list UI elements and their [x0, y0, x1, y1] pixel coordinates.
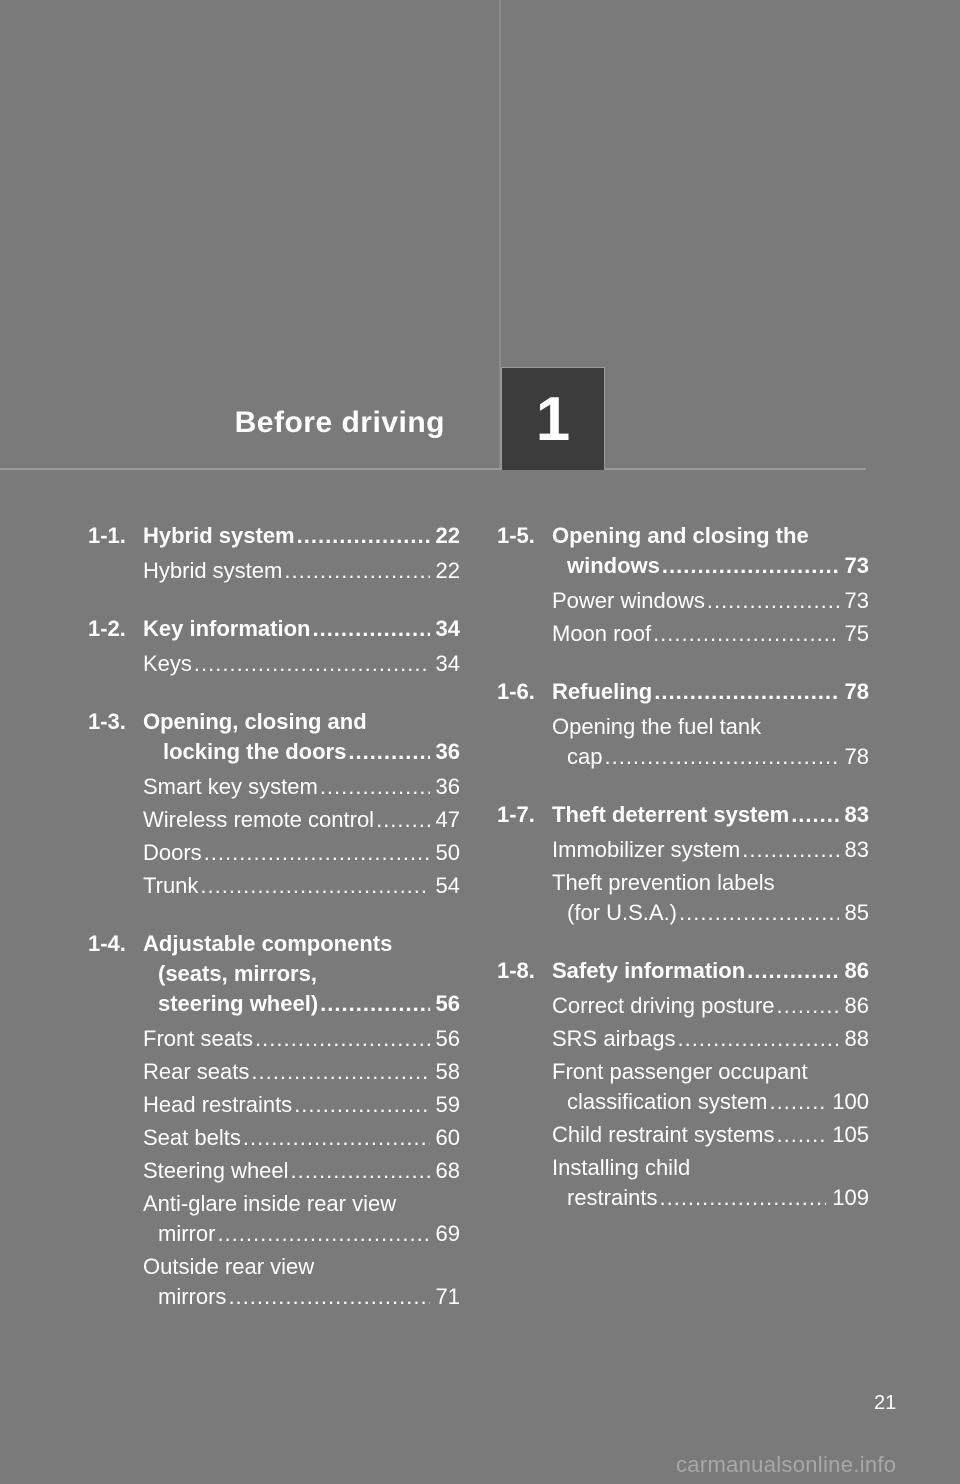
toc-item-title: Correct driving posture [552, 993, 775, 1018]
leader-dots [654, 677, 838, 707]
toc-item-line [497, 742, 869, 772]
toc-section [88, 929, 460, 1312]
toc-item[interactable] [497, 1120, 869, 1150]
toc-page-ref: 75 [844, 621, 869, 646]
toc-page-ref: 22 [435, 558, 460, 583]
toc-item-title: Front passenger occupant [552, 1059, 808, 1084]
leader-dots [251, 1057, 429, 1087]
leader-dots [653, 619, 838, 649]
toc-item[interactable] [497, 619, 869, 649]
toc-section-line [88, 959, 460, 989]
leader-dots [200, 871, 429, 901]
toc-section-number: 1-2. [88, 616, 126, 641]
toc-section-line [88, 989, 460, 1019]
toc-page-ref: 100 [832, 1089, 869, 1114]
toc-section-title: Opening, closing and [143, 709, 367, 734]
toc-page-ref: 69 [435, 1221, 460, 1246]
leader-dots [791, 800, 838, 830]
toc-item[interactable] [497, 586, 869, 616]
toc-page-ref: 105 [832, 1122, 869, 1147]
toc-item[interactable] [497, 868, 869, 928]
toc-section-line [88, 614, 460, 644]
toc-section-line [88, 929, 460, 959]
toc-item-title: Outside rear view [143, 1254, 315, 1279]
toc-item-title: Moon roof [552, 621, 652, 646]
toc-page-ref: 73 [844, 553, 869, 578]
leader-dots [228, 1282, 429, 1312]
page-number: 21 [874, 1392, 897, 1414]
toc-section-title: locking the doors [163, 739, 347, 764]
toc-item[interactable] [88, 1024, 460, 1054]
chapter-number-badge [501, 367, 605, 470]
toc-item-line [88, 649, 460, 679]
leader-dots [376, 805, 429, 835]
toc-item[interactable] [88, 556, 460, 586]
leader-dots [312, 614, 429, 644]
toc-page-ref: 83 [844, 802, 869, 827]
toc-item-line [497, 1087, 869, 1117]
toc-page-ref: 56 [435, 1026, 460, 1051]
leader-dots [320, 772, 430, 802]
leader-dots [284, 556, 429, 586]
toc-item-line [497, 586, 869, 616]
toc-item-line [88, 1189, 460, 1219]
toc-item-line [88, 1219, 460, 1249]
toc-page-ref: 22 [435, 523, 460, 548]
toc-section-heading[interactable] [497, 677, 869, 707]
toc-page-ref: 88 [844, 1026, 869, 1051]
toc-item[interactable] [88, 1156, 460, 1186]
toc-section [497, 521, 869, 649]
leader-dots [770, 1087, 827, 1117]
toc-section-title: Adjustable components [143, 931, 393, 956]
toc-item-title: Trunk [143, 873, 199, 898]
toc-section-heading[interactable] [497, 956, 869, 986]
toc-item-line [497, 1120, 869, 1150]
leader-dots [604, 742, 838, 772]
leader-dots [194, 649, 430, 679]
toc-item[interactable] [88, 1090, 460, 1120]
toc-item-line [88, 1123, 460, 1153]
toc-section-line [497, 800, 869, 830]
toc-section [88, 707, 460, 901]
leader-dots [294, 1090, 429, 1120]
toc-item-title: Immobilizer system [552, 837, 741, 862]
toc-page-ref: 36 [435, 739, 460, 764]
watermark: carmanualsonline.info [676, 1452, 897, 1477]
toc-page-ref: 36 [435, 774, 460, 799]
toc-item-title: mirror [158, 1221, 216, 1246]
toc-section [497, 677, 869, 772]
toc-item-title: Wireless remote control [143, 807, 375, 832]
toc-page-ref: 86 [844, 993, 869, 1018]
toc-item[interactable] [497, 1024, 869, 1054]
toc-item-line [88, 805, 460, 835]
toc-page-ref: 58 [435, 1059, 460, 1084]
toc-section-number: 1-8. [497, 958, 535, 983]
chapter-title: Before driving [234, 406, 445, 439]
toc-item-line [497, 1183, 869, 1213]
toc-section-title: Refueling [552, 679, 653, 704]
toc-page-ref: 50 [435, 840, 460, 865]
toc-item-title: Opening the fuel tank [552, 714, 762, 739]
toc-item-line [88, 1090, 460, 1120]
toc-page-ref: 60 [435, 1125, 460, 1150]
toc-page-ref: 59 [435, 1092, 460, 1117]
toc-item-line [497, 868, 869, 898]
toc-item-title: Power windows [552, 588, 705, 613]
leader-dots [204, 838, 430, 868]
toc-page-ref: 47 [435, 807, 460, 832]
toc-section-line [88, 707, 460, 737]
toc-section-title: Hybrid system [143, 523, 295, 548]
toc-item-title: Hybrid system [143, 558, 283, 583]
toc-section-line [497, 551, 869, 581]
toc-page-ref: 83 [844, 837, 869, 862]
toc-section [88, 614, 460, 679]
toc-page-ref: 56 [435, 991, 460, 1016]
toc-item[interactable] [88, 1123, 460, 1153]
toc-item-title: Anti-glare inside rear view [143, 1191, 397, 1216]
toc-section-heading[interactable] [88, 929, 460, 1019]
toc-page-ref: 109 [832, 1185, 869, 1210]
toc-section-title: Opening and closing the [552, 523, 809, 548]
toc-page-ref: 68 [435, 1158, 460, 1183]
leader-dots [217, 1219, 429, 1249]
toc-item[interactable] [88, 805, 460, 835]
toc-item-line [497, 898, 869, 928]
leader-dots [777, 1120, 827, 1150]
toc-item-title: (for U.S.A.) [567, 900, 678, 925]
toc-item-line [497, 1057, 869, 1087]
toc-section-line [88, 521, 460, 551]
toc-item-line [88, 556, 460, 586]
toc-section-line [497, 677, 869, 707]
toc-section-number: 1-5. [497, 523, 535, 548]
toc-page-ref: 71 [435, 1284, 460, 1309]
toc-item[interactable] [88, 1189, 460, 1249]
toc-item-line [88, 1057, 460, 1087]
toc-section-number: 1-1. [88, 523, 126, 548]
toc-item-line [497, 712, 869, 742]
toc-section-title: steering wheel) [158, 991, 319, 1016]
leader-dots [742, 835, 838, 865]
toc-item-line [497, 835, 869, 865]
toc-item-line [88, 838, 460, 868]
toc-item-title: SRS airbags [552, 1026, 676, 1051]
toc-item[interactable] [497, 712, 869, 772]
toc-page-ref: 85 [844, 900, 869, 925]
toc-item-line [88, 772, 460, 802]
toc-section-number: 1-6. [497, 679, 535, 704]
toc-item[interactable] [88, 1057, 460, 1087]
toc-section-title: windows [567, 553, 660, 578]
toc-page-ref: 78 [844, 679, 869, 704]
toc-section-heading[interactable] [497, 800, 869, 830]
leader-dots [255, 1024, 429, 1054]
toc-item-line [88, 871, 460, 901]
toc-item-title: Doors [143, 840, 202, 865]
toc-item-line [88, 1252, 460, 1282]
toc-item-title: cap [567, 744, 603, 769]
toc-item-title: Seat belts [143, 1125, 241, 1150]
toc-item[interactable] [497, 835, 869, 865]
toc-item-title: restraints [567, 1185, 658, 1210]
leader-dots [243, 1123, 430, 1153]
toc-section-number: 1-7. [497, 802, 535, 827]
toc-item-title: Head restraints [143, 1092, 293, 1117]
toc-right-column [497, 521, 869, 1241]
toc-item-line [497, 1153, 869, 1183]
toc-page-ref: 78 [844, 744, 869, 769]
toc-section [88, 521, 460, 586]
toc-section-line [497, 956, 869, 986]
leader-dots [678, 1024, 839, 1054]
toc-page-ref: 86 [844, 958, 869, 983]
toc-item-line [88, 1282, 460, 1312]
toc-item-title: Steering wheel [143, 1158, 289, 1183]
toc-item-title: Rear seats [143, 1059, 250, 1084]
toc-section [497, 800, 869, 928]
toc-item-title: mirrors [158, 1284, 227, 1309]
toc-page-ref: 34 [435, 651, 460, 676]
toc-item[interactable] [88, 772, 460, 802]
leader-dots [662, 551, 839, 581]
toc-item-title: Smart key system [143, 774, 318, 799]
toc-section-number: 1-3. [88, 709, 126, 734]
toc-item[interactable] [497, 1153, 869, 1213]
toc-page-ref: 73 [844, 588, 869, 613]
toc-item[interactable] [88, 649, 460, 679]
leader-dots [747, 956, 838, 986]
toc-section-heading[interactable] [88, 521, 460, 551]
toc-section-heading[interactable] [88, 614, 460, 644]
leader-dots [659, 1183, 826, 1213]
toc-section-title: Key information [143, 616, 311, 641]
toc-section-title: Safety information [552, 958, 746, 983]
toc-section-number: 1-4. [88, 931, 126, 956]
toc-item-title: Front seats [143, 1026, 254, 1051]
toc-item[interactable] [88, 1252, 460, 1312]
leader-dots [348, 737, 429, 767]
toc-item-title: classification system [567, 1089, 768, 1114]
toc-item-line [497, 991, 869, 1021]
toc-section-title: (seats, mirrors, [158, 961, 317, 986]
chapter-number: 1 [535, 384, 571, 454]
toc-item[interactable] [88, 838, 460, 868]
toc-item[interactable] [88, 871, 460, 901]
toc-item-line [497, 1024, 869, 1054]
toc-item[interactable] [497, 1057, 869, 1117]
toc-section [497, 956, 869, 1213]
toc-item-title: Keys [143, 651, 192, 676]
toc-item-line [88, 1156, 460, 1186]
toc-page-ref: 54 [435, 873, 460, 898]
toc-item-line [497, 619, 869, 649]
leader-dots [777, 991, 839, 1021]
leader-dots [291, 1156, 430, 1186]
toc-item-title: Installing child [552, 1155, 691, 1180]
toc-section-line [88, 737, 460, 767]
toc-left-column [88, 521, 460, 1340]
divider-horizontal [0, 468, 866, 470]
leader-dots [707, 586, 839, 616]
leader-dots [297, 521, 430, 551]
toc-section-heading[interactable] [88, 707, 460, 767]
toc-page-ref: 34 [435, 616, 460, 641]
toc-item-line [88, 1024, 460, 1054]
leader-dots [679, 898, 839, 928]
toc-item-title: Theft prevention labels [552, 870, 775, 895]
toc-item[interactable] [497, 991, 869, 1021]
toc-section-line [497, 521, 869, 551]
leader-dots [320, 989, 429, 1019]
toc-item-title: Child restraint systems [552, 1122, 775, 1147]
toc-section-title: Theft deterrent system [552, 802, 790, 827]
toc-section-heading[interactable] [497, 521, 869, 581]
